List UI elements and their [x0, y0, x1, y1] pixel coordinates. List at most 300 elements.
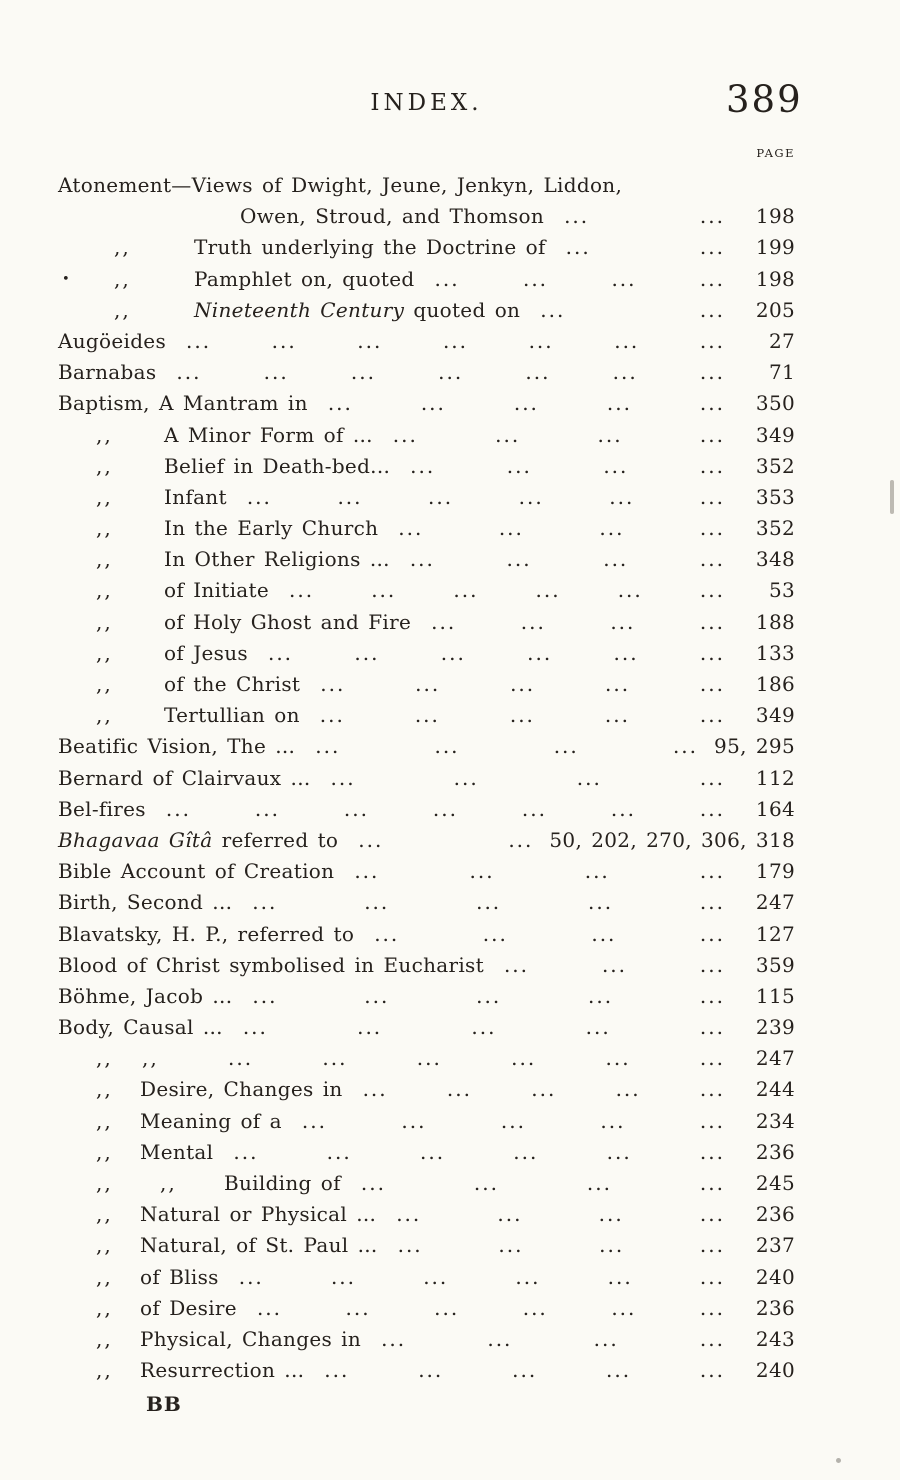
entry-page: 205 [755, 297, 795, 322]
dot-leader-group: ... [238, 1264, 264, 1289]
dot-leader-group: ... [495, 422, 521, 447]
entry-text-normal: of Jesus [164, 640, 248, 665]
entry-page: 71 [768, 360, 795, 385]
entry-page: 127 [755, 921, 795, 946]
ditto-mark: ,, [96, 640, 113, 665]
entry-text [164, 451, 390, 482]
dot-leaders [338, 825, 549, 856]
index-entry-row [58, 950, 795, 981]
entry-text [164, 544, 390, 575]
dot-leader-group: ... [605, 1046, 631, 1071]
dot-leader-group: ... [165, 796, 191, 821]
index-entry-row [58, 295, 795, 326]
ditto-mark: ,, [96, 1046, 113, 1071]
entry-text-normal: referred to [212, 827, 339, 852]
entry-text [58, 794, 146, 825]
dot-leaders [361, 1324, 741, 1355]
index-entry-row [58, 575, 795, 606]
entry-text [140, 1074, 343, 1105]
index-entry-row [58, 794, 795, 825]
dot-leaders [248, 638, 741, 669]
entry-text-normal: Baptism, A Mantram in [58, 391, 308, 416]
dot-leader-group: ... [233, 1139, 259, 1164]
dot-leader-group: ... [600, 1108, 626, 1133]
dot-leader-group: ... [498, 516, 524, 541]
entry-page: 236 [755, 1139, 795, 1164]
ditto-mark: ,, [96, 1077, 113, 1102]
index-entry-row [58, 919, 795, 950]
dot-leader-group: ... [176, 360, 202, 385]
index-entry-row [58, 482, 795, 513]
dot-leader-group: ... [699, 1295, 725, 1320]
dot-leader-group: ... [606, 1139, 632, 1164]
dot-leader-group: ... [498, 1233, 524, 1258]
dot-leader-group: ... [540, 297, 566, 322]
dot-leader-group: ... [392, 422, 418, 447]
dot-leader-group: ... [615, 1077, 641, 1102]
ditto-mark: ,, [96, 453, 113, 478]
entry-text-normal: Owen, Stroud, and Thomson [240, 204, 545, 229]
entry-page: 234 [755, 1108, 795, 1133]
ditto-mark: ,, [96, 1233, 113, 1258]
index-entry-row [58, 1199, 795, 1230]
entry-text-normal: Natural, of St. Paul ... [140, 1233, 378, 1258]
dot-leader-group: ... [610, 796, 636, 821]
ditto-mark: ,, [142, 1046, 159, 1071]
dot-leader-group: ... [324, 1358, 350, 1383]
bullet-mark: • [62, 271, 70, 287]
dot-leader-group: ... [699, 1264, 725, 1289]
dot-leader-group: ... [699, 235, 725, 260]
dot-leader-group: ... [343, 796, 369, 821]
dot-leader-group: ... [397, 1233, 423, 1258]
dot-leaders [237, 1293, 741, 1324]
dot-leader-group: ... [357, 328, 383, 353]
entry-text-normal: Blavatsky, H. P., referred to [58, 921, 355, 946]
dot-leader-group: ... [186, 328, 212, 353]
dot-leaders [390, 544, 741, 575]
index-entry-row [58, 326, 795, 357]
dot-leader-group: ... [364, 890, 390, 915]
dot-leader-group: ... [345, 1295, 371, 1320]
index-entry-row [58, 451, 795, 482]
dot-leader-group: ... [398, 516, 424, 541]
index-entry-row [58, 1168, 795, 1199]
dot-leader-group: ... [320, 672, 346, 696]
index-entry-row [58, 357, 795, 388]
entry-page: 352 [755, 453, 795, 478]
entry-text-normal: quoted on [404, 297, 521, 322]
dot-leader-group: ... [327, 391, 353, 416]
dot-leader-group: ... [508, 827, 534, 852]
index-entry-row [58, 1137, 795, 1168]
entry-text [58, 731, 295, 762]
ditto-mark: ,, [96, 1171, 113, 1195]
dot-leaders [300, 669, 741, 700]
entry-text [58, 981, 232, 1012]
index-entry-row [58, 856, 795, 887]
dot-leaders [166, 326, 741, 357]
dot-leader-group: ... [513, 1139, 539, 1164]
entry-text-normal: of Bliss [140, 1264, 219, 1289]
dot-leader-group: ... [360, 1171, 386, 1195]
page-title: INDEX. [370, 90, 483, 116]
entry-page: 240 [755, 1358, 795, 1383]
index-entry-row [58, 1074, 795, 1105]
dot-leader-group: ... [699, 516, 725, 541]
entry-page: 198 [755, 266, 795, 291]
index-entry-row [58, 763, 795, 794]
dot-leader-group: ... [418, 1358, 444, 1383]
dot-leader-group: ... [401, 1108, 427, 1133]
entry-page: 198 [755, 204, 795, 229]
dot-leader-group: ... [564, 204, 590, 229]
dot-leader-group: ... [699, 422, 725, 447]
entry-text [164, 607, 411, 638]
dot-leader-group: ... [520, 609, 546, 634]
entry-page: 353 [755, 484, 795, 509]
dot-leader-group: ... [699, 609, 725, 634]
entry-text-normal: of Initiate [164, 578, 270, 603]
entry-text-normal: Resurrection ... [140, 1358, 305, 1383]
dot-leader-group: ... [362, 1077, 388, 1102]
entry-text-normal: Desire, Changes in [140, 1077, 343, 1102]
entry-text-normal: Blood of Christ symbolised in Eucharist [58, 952, 484, 977]
dot-leader-group: ... [699, 266, 725, 291]
ditto-mark: ,, [114, 235, 131, 260]
index-entries [58, 170, 795, 1386]
entry-text [140, 1324, 361, 1355]
entry-text [58, 763, 311, 794]
entry-text-normal: A Minor Form of ... [164, 422, 373, 447]
entry-text-normal: Bible Account of Creation [58, 859, 335, 884]
dot-leaders [282, 1106, 741, 1137]
dot-leader-group: ... [416, 1046, 442, 1071]
dot-leader-group: ... [531, 1077, 557, 1102]
ditto-mark: ,, [96, 1139, 113, 1164]
index-entry-row [58, 1230, 795, 1261]
dot-leaders [304, 1355, 741, 1386]
dot-leader-group: ... [699, 1233, 725, 1258]
dot-leader-group: ... [319, 703, 345, 728]
dot-leader-group: ... [606, 1358, 632, 1383]
dot-leader-group: ... [611, 266, 637, 291]
dot-leader-group: ... [252, 890, 278, 915]
entry-text-normal: of Desire [140, 1295, 237, 1320]
dot-leaders [223, 1012, 741, 1043]
dot-leader-group: ... [603, 547, 629, 572]
dot-leader-group: ... [699, 921, 725, 946]
entry-text [58, 950, 484, 981]
entry-text-normal: Pamphlet on, quoted [194, 266, 415, 291]
ditto-mark: ,, [96, 1264, 113, 1289]
entry-page: 115 [755, 983, 795, 1008]
entry-text [224, 1168, 341, 1199]
index-entry-row [58, 1355, 795, 1386]
dot-leader-group: ... [510, 672, 536, 696]
entry-text [140, 1137, 213, 1168]
dot-leader-group: ... [699, 297, 725, 322]
entry-text-normal: In the Early Church [164, 516, 379, 541]
dot-leader-group: ... [612, 360, 638, 385]
dot-leader-group: ... [591, 921, 617, 946]
entry-text-normal: Tertullian on [164, 703, 300, 728]
dot-leaders [213, 1137, 741, 1168]
dot-leader-group: ... [699, 703, 725, 728]
entry-text-normal: Atonement—Views of Dwight, Jeune, Jenkyn, Liddon, [58, 173, 623, 197]
dot-leader-group: ... [553, 734, 579, 759]
scan-artifact [890, 480, 894, 514]
dot-leader-group: ... [609, 484, 635, 509]
entry-text [58, 887, 232, 918]
dot-leader-group: ... [469, 859, 495, 884]
index-entry-row [58, 201, 795, 232]
dot-leader-group: ... [527, 640, 553, 665]
entry-text [164, 420, 373, 451]
ditto-mark: ,, [160, 1171, 177, 1195]
index-entry-row [58, 607, 795, 638]
entry-text-normal: of Holy Ghost and Fire [164, 609, 412, 634]
ditto-mark: ,, [114, 297, 131, 322]
dot-leaders [156, 357, 741, 388]
index-entry-row [58, 264, 795, 295]
dot-leader-group: ... [699, 859, 725, 884]
dot-leader-group: ... [611, 1295, 637, 1320]
entry-text-normal: Body, Causal ... [58, 1015, 223, 1040]
dot-leader-group: ... [432, 796, 458, 821]
entry-text-italic: Bhagavaa Gîtâ [58, 827, 213, 852]
index-entry-row [58, 887, 795, 918]
dot-leaders [219, 1262, 741, 1293]
entry-text [140, 1293, 237, 1324]
ditto-mark: ,, [96, 1326, 113, 1351]
dot-leader-group: ... [515, 1264, 541, 1289]
dot-leader-group: ... [699, 1358, 725, 1383]
entry-text-normal: Bel-fires [58, 796, 146, 821]
dot-leader-group: ... [699, 672, 725, 696]
entry-text [164, 638, 248, 669]
entry-text [240, 201, 544, 232]
dot-leader-group: ... [597, 422, 623, 447]
entry-text-normal: Infant [164, 484, 227, 509]
dot-leader-group: ... [256, 1295, 283, 1320]
index-entry-row [58, 1262, 795, 1293]
dot-leaders [390, 451, 741, 482]
entry-page: 237 [755, 1233, 795, 1258]
dot-leader-group: ... [509, 703, 535, 728]
dot-leader-group: ... [246, 484, 272, 509]
dot-leader-group: ... [699, 1139, 725, 1164]
entry-text-normal: Building of [224, 1171, 341, 1195]
dot-leader-group: ... [252, 983, 278, 1008]
dot-leader-group: ... [699, 640, 725, 665]
index-entry-row [58, 1106, 795, 1137]
ditto-mark: ,, [96, 703, 113, 728]
dot-leader-group: ... [607, 1264, 633, 1289]
entry-page: 359 [755, 952, 795, 977]
entry-text-normal: Belief in Death-bed... [164, 453, 391, 478]
entry-page: 133 [755, 640, 795, 665]
dot-leader-group: ... [699, 204, 725, 229]
dot-leader-group: ... [503, 952, 530, 977]
dot-leader-group: ... [614, 328, 640, 353]
dot-leader-group: ... [423, 1264, 449, 1289]
entry-text [58, 170, 622, 201]
dot-leader-group: ... [588, 890, 614, 915]
dot-leader-group: ... [699, 1202, 725, 1227]
dot-leader-group: ... [431, 609, 457, 634]
entry-text [194, 264, 415, 295]
dot-leader-group: ... [699, 796, 725, 821]
entry-text-normal: Truth underlying the Doctrine of [194, 235, 546, 260]
dot-leaders [311, 763, 741, 794]
ditto-mark: ,, [96, 516, 113, 541]
dot-leaders [308, 388, 741, 419]
dot-leader-group: ... [409, 547, 435, 572]
dot-leader-group: ... [428, 484, 454, 509]
dot-leader-group: ... [419, 1139, 446, 1164]
entry-text-normal: Birth, Second ... [58, 890, 233, 915]
dot-leader-group: ... [528, 328, 554, 353]
dot-leader-group: ... [350, 360, 376, 385]
entry-text-normal: Physical, Changes in [140, 1326, 362, 1351]
entry-page: 349 [755, 703, 795, 728]
dot-leader-group: ... [410, 453, 436, 478]
dot-leader-group: ... [354, 640, 380, 665]
dot-leader-group: ... [585, 1015, 611, 1040]
dot-leader-group: ... [476, 890, 502, 915]
entry-text-normal: Bernard of Clairvaux ... [58, 765, 311, 790]
dot-leader-group: ... [434, 266, 460, 291]
dot-leader-group: ... [506, 547, 532, 572]
index-entry-row [58, 981, 795, 1012]
entry-page: 239 [755, 1015, 795, 1040]
dot-leaders [354, 919, 741, 950]
entry-page: 199 [755, 235, 795, 260]
dot-leaders [376, 1199, 741, 1230]
ditto-mark: ,, [96, 1295, 113, 1320]
dot-leader-group: ... [604, 703, 630, 728]
entry-page: 247 [755, 1046, 795, 1071]
dot-leader-group: ... [699, 328, 725, 353]
index-entry-row [58, 825, 795, 856]
dot-leader-group: ... [326, 1139, 352, 1164]
dot-leader-group: ... [414, 703, 440, 728]
ditto-mark: ,, [96, 609, 113, 634]
index-entry-row [58, 731, 795, 762]
dot-leader-group: ... [672, 734, 699, 759]
index-entry-row [58, 669, 795, 700]
dot-leaders [544, 201, 741, 232]
entry-text [164, 482, 227, 513]
dot-leader-group: ... [322, 1046, 348, 1071]
dot-leader-group: ... [699, 360, 725, 385]
entry-text-normal: Beatific Vision, The ... [58, 734, 296, 759]
dot-leader-group: ... [330, 1264, 357, 1289]
dot-leader-group: ... [364, 983, 390, 1008]
entry-text [140, 1230, 378, 1261]
ditto-mark: ,, [96, 422, 113, 447]
dot-leader-group: ... [506, 453, 532, 478]
entry-page: 186 [755, 672, 795, 696]
entry-text [58, 326, 166, 357]
entry-page: 350 [755, 391, 795, 416]
dot-leaders [411, 607, 741, 638]
dot-leader-group: ... [699, 391, 725, 416]
entry-text [58, 388, 308, 419]
dot-leader-group: ... [301, 1108, 327, 1133]
dot-leader-group: ... [420, 391, 446, 416]
ditto-mark: ,, [96, 1202, 113, 1227]
dot-leader-group: ... [518, 484, 544, 509]
dot-leader-group: ... [699, 484, 725, 509]
ditto-mark: ,, [96, 1358, 113, 1383]
entry-text [164, 669, 300, 700]
dot-leader-group: ... [522, 266, 549, 291]
dot-leader-group: ... [471, 1015, 497, 1040]
dot-leader-group: ... [699, 952, 725, 977]
index-entry-row [58, 544, 795, 575]
dot-leader-group: ... [446, 1077, 472, 1102]
index-entry-row [58, 1012, 795, 1043]
dot-leaders [232, 981, 741, 1012]
dot-leader-group: ... [242, 1015, 268, 1040]
dot-leader-group: ... [482, 921, 508, 946]
entry-text [140, 1355, 304, 1386]
dot-leader-group: ... [699, 1108, 725, 1133]
index-entry-row [58, 638, 795, 669]
index-entry-row [58, 513, 795, 544]
dot-leader-group: ... [565, 235, 591, 260]
dot-leaders [300, 700, 741, 731]
ditto-mark: ,, [114, 266, 131, 291]
dot-leaders [227, 482, 741, 513]
entry-text [194, 295, 520, 326]
dot-leader-group: ... [699, 1326, 725, 1351]
dot-leader-group: ... [357, 1015, 383, 1040]
entry-page: 245 [755, 1171, 795, 1195]
entry-page: 236 [755, 1295, 795, 1320]
dot-leaders [415, 264, 742, 295]
entry-text-italic: Nineteenth Century [194, 297, 405, 322]
dot-leader-group: ... [576, 765, 602, 790]
dot-leader-group: ... [525, 360, 551, 385]
page-column-label: PAGE [756, 146, 795, 160]
entry-text-normal: Meaning of a [140, 1108, 282, 1133]
index-entry-row [58, 232, 795, 263]
dot-leader-group: ... [586, 1171, 612, 1195]
entry-page: 164 [755, 796, 795, 821]
entry-page: 236 [755, 1202, 795, 1227]
dot-leader-group: ... [699, 1046, 725, 1071]
dot-leader-group: ... [254, 796, 280, 821]
entry-text [140, 1199, 376, 1230]
entry-page: 95, 295 [714, 734, 795, 759]
dot-leader-group: ... [598, 1202, 624, 1227]
index-entry-row [58, 420, 795, 451]
dot-leader-group: ... [613, 640, 639, 665]
dot-leader-group: ... [599, 516, 625, 541]
entry-text-normal: Barnabas [58, 360, 157, 385]
ditto-mark: ,, [96, 672, 113, 696]
dot-leader-group: ... [599, 1233, 625, 1258]
entry-text-normal: Augöeides [58, 328, 167, 353]
dot-leader-group: ... [699, 983, 725, 1008]
dot-leader-group: ... [374, 921, 400, 946]
dot-leader-group: ... [358, 827, 384, 852]
dot-leaders [295, 731, 714, 762]
entry-text-normal: In Other Religions ... [164, 547, 390, 572]
